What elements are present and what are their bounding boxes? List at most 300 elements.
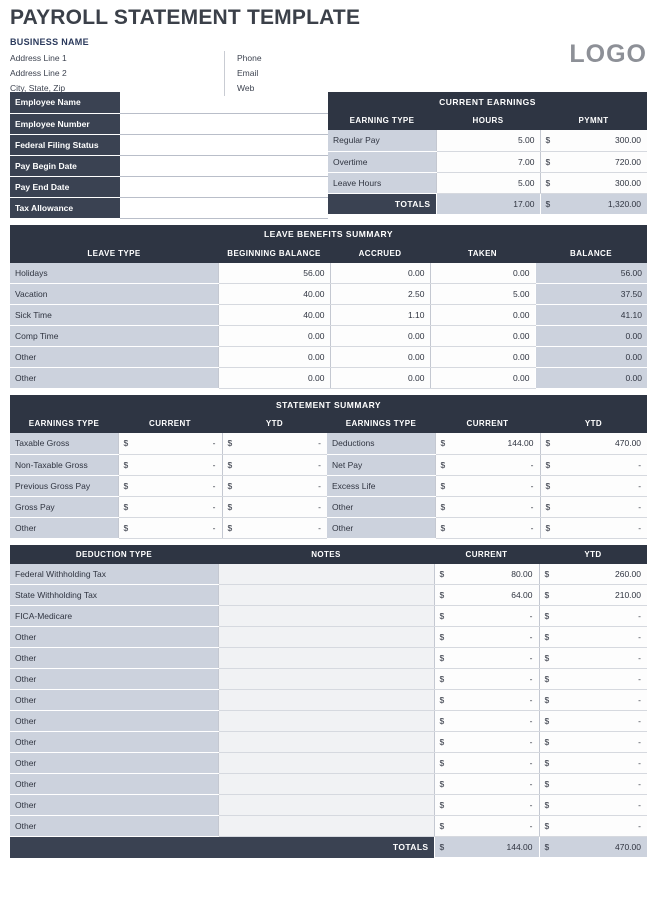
amount-value: 1,320.00 xyxy=(607,198,641,209)
amount-value: - xyxy=(638,632,641,642)
statement-summary-section xyxy=(10,395,647,539)
amount-value: - xyxy=(638,459,642,470)
currency-symbol: $ xyxy=(439,758,445,768)
col-current-left: CURRENT xyxy=(118,414,222,433)
statement-summary-body xyxy=(10,433,647,538)
currency-symbol: $ xyxy=(544,590,550,600)
currency-symbol: $ xyxy=(227,522,233,533)
excess-life-current[interactable] xyxy=(435,475,540,496)
amount-value: - xyxy=(529,779,533,789)
col-pymnt: PYMNT xyxy=(540,111,647,130)
excess-life-ytd[interactable] xyxy=(540,475,647,496)
deductions-body xyxy=(10,564,647,837)
deduction-current-amount[interactable] xyxy=(434,690,539,711)
summary-label-other-left: Other xyxy=(10,517,118,538)
deduction-notes-input[interactable] xyxy=(218,816,434,837)
currency-symbol: $ xyxy=(544,737,550,747)
currency-symbol: $ xyxy=(544,716,550,726)
earning-type-regular-pay: Regular Pay xyxy=(328,130,436,151)
address-line-2: Address Line 2 xyxy=(10,68,67,79)
col-taken: TAKEN xyxy=(430,244,535,263)
table-row xyxy=(10,711,647,732)
deduction-ytd-amount[interactable] xyxy=(539,585,647,606)
deduction-ytd-amount[interactable] xyxy=(539,564,647,585)
other-2-taken[interactable]: 0.00 xyxy=(430,368,535,389)
contact-email-label: Email xyxy=(237,68,259,79)
deduction-type-label: FICA-Medicare xyxy=(10,606,218,627)
deduction-current-amount[interactable] xyxy=(434,732,539,753)
currency-symbol: $ xyxy=(544,800,550,810)
employee-info-table xyxy=(10,92,328,219)
gross-pay-ytd[interactable] xyxy=(222,496,327,517)
col-notes: NOTES xyxy=(218,545,434,564)
amount-value: - xyxy=(638,674,641,684)
deduction-ytd-amount[interactable] xyxy=(539,669,647,690)
table-row xyxy=(10,395,647,414)
deduction-current-amount[interactable] xyxy=(434,816,539,837)
col-current-right: CURRENT xyxy=(435,414,540,433)
amount-value: - xyxy=(529,695,533,705)
table-row xyxy=(10,134,328,155)
deduction-current-amount[interactable] xyxy=(434,606,539,627)
table-row xyxy=(328,130,647,151)
sick-time-accrued[interactable]: 1.10 xyxy=(330,305,430,326)
overtime-pymnt[interactable] xyxy=(540,151,647,172)
table-row xyxy=(10,545,647,564)
amount-value: 470.00 xyxy=(615,842,641,852)
non-taxable-gross-ytd[interactable] xyxy=(222,454,327,475)
summary-label-excess-life: Excess Life xyxy=(327,475,435,496)
table-row xyxy=(10,326,647,347)
currency-symbol: $ xyxy=(544,632,550,642)
amount-value: - xyxy=(638,716,641,726)
amount-value: - xyxy=(529,800,533,810)
federal-filing-status-label: Federal Filing Status xyxy=(10,134,120,155)
deduction-current-amount[interactable] xyxy=(434,564,539,585)
leave-hours-hours[interactable]: 5.00 xyxy=(436,172,540,193)
comp-time-taken[interactable]: 0.00 xyxy=(430,326,535,347)
amount-value: 210.00 xyxy=(615,590,641,600)
currency-symbol: $ xyxy=(439,590,445,600)
table-row xyxy=(10,433,647,454)
leave-hours-pymnt[interactable] xyxy=(540,172,647,193)
deduction-type-label: Other xyxy=(10,648,218,669)
amount-value: - xyxy=(638,758,641,768)
vacation-balance: 37.50 xyxy=(535,284,647,305)
tax-allowance-input[interactable] xyxy=(120,197,328,218)
page-title: PAYROLL STATEMENT TEMPLATE xyxy=(10,6,361,29)
vacation-accrued[interactable]: 2.50 xyxy=(330,284,430,305)
amount-value: - xyxy=(318,459,321,470)
amount-value: - xyxy=(212,501,216,512)
address-column xyxy=(10,51,225,96)
deductions-ytd[interactable] xyxy=(540,433,647,454)
current-earnings-table-wrapper xyxy=(328,92,647,219)
table-row xyxy=(10,284,647,305)
currency-symbol: $ xyxy=(440,522,446,533)
currency-symbol: $ xyxy=(439,674,445,684)
sick-time-taken[interactable]: 0.00 xyxy=(430,305,535,326)
deductions-totals-current xyxy=(434,837,539,858)
other-1-balance: 0.00 xyxy=(535,347,647,368)
currency-symbol: $ xyxy=(439,737,445,747)
deduction-notes-input[interactable] xyxy=(218,732,434,753)
deduction-ytd-amount[interactable] xyxy=(539,627,647,648)
employee-name-label: Employee Name xyxy=(10,92,120,113)
currency-symbol: $ xyxy=(123,438,129,448)
amount-value: 260.00 xyxy=(615,568,641,579)
holidays-balance: 56.00 xyxy=(535,263,647,284)
currency-symbol: $ xyxy=(439,568,445,579)
currency-symbol: $ xyxy=(439,800,445,810)
taxable-gross-ytd[interactable] xyxy=(222,433,327,454)
currency-symbol: $ xyxy=(545,156,551,167)
deduction-type-label: Other xyxy=(10,711,218,732)
table-row xyxy=(10,225,647,244)
currency-symbol: $ xyxy=(545,522,551,533)
other-1-beginning[interactable]: 0.00 xyxy=(218,347,330,368)
other-2-balance: 0.00 xyxy=(535,368,647,389)
deductions-totals-label: TOTALS xyxy=(10,837,434,858)
deduction-type-label: Other xyxy=(10,795,218,816)
amount-value: - xyxy=(529,821,533,831)
federal-filing-status-input[interactable] xyxy=(120,134,328,155)
leave-type-vacation: Vacation xyxy=(10,284,218,305)
deduction-ytd-amount[interactable] xyxy=(539,816,647,837)
deduction-notes-input[interactable] xyxy=(218,606,434,627)
table-row xyxy=(10,414,647,433)
currency-symbol: $ xyxy=(439,779,445,789)
amount-value: 300.00 xyxy=(615,135,641,146)
pay-begin-date-input[interactable] xyxy=(120,155,328,176)
amount-value: - xyxy=(318,522,321,533)
other-2-beginning[interactable]: 0.00 xyxy=(218,368,330,389)
deduction-notes-input[interactable] xyxy=(218,711,434,732)
table-row xyxy=(328,172,647,193)
currency-symbol: $ xyxy=(544,674,550,684)
gross-pay-current[interactable] xyxy=(118,496,222,517)
deduction-current-amount[interactable] xyxy=(434,753,539,774)
col-leave-type: LEAVE TYPE xyxy=(10,244,218,263)
amount-value: - xyxy=(638,611,641,621)
contact-column xyxy=(225,51,262,96)
currency-symbol: $ xyxy=(123,522,129,533)
deduction-type-label: Other xyxy=(10,669,218,690)
table-row xyxy=(10,606,647,627)
amount-value: - xyxy=(318,480,321,491)
amount-value: - xyxy=(529,716,533,726)
employee-info-table-wrapper xyxy=(10,92,328,219)
currency-symbol: $ xyxy=(544,611,550,621)
other-left-current[interactable] xyxy=(118,517,222,538)
summary-label-non-taxable-gross: Non-Taxable Gross xyxy=(10,454,118,475)
amount-value: 300.00 xyxy=(615,177,641,188)
amount-value: - xyxy=(530,522,534,533)
table-row xyxy=(10,244,647,263)
deduction-notes-input[interactable] xyxy=(218,585,434,606)
table-row-totals xyxy=(10,837,647,858)
table-row xyxy=(10,454,647,475)
currency-symbol: $ xyxy=(123,501,129,512)
amount-value: 470.00 xyxy=(615,438,642,449)
currency-symbol: $ xyxy=(440,480,446,491)
amount-value: - xyxy=(529,737,533,747)
amount-value: - xyxy=(638,695,641,705)
table-row xyxy=(10,564,647,585)
amount-value: - xyxy=(212,438,216,449)
leave-type-sick-time: Sick Time xyxy=(10,305,218,326)
amount-value: 144.00 xyxy=(506,842,533,852)
deduction-ytd-amount[interactable] xyxy=(539,606,647,627)
previous-gross-pay-ytd[interactable] xyxy=(222,475,327,496)
summary-label-taxable-gross: Taxable Gross xyxy=(10,433,118,454)
employee-number-label: Employee Number xyxy=(10,113,120,134)
amount-value: 144.00 xyxy=(507,438,534,449)
currency-symbol: $ xyxy=(440,438,446,448)
vacation-taken[interactable]: 5.00 xyxy=(430,284,535,305)
deduction-notes-input[interactable] xyxy=(218,753,434,774)
deduction-current-amount[interactable] xyxy=(434,627,539,648)
col-accrued: ACCRUED xyxy=(330,244,430,263)
col-earning-type: EARNING TYPE xyxy=(328,111,436,130)
amount-value: - xyxy=(638,779,641,789)
table-row xyxy=(10,197,328,218)
table-row xyxy=(10,155,328,176)
currency-symbol: $ xyxy=(439,842,445,852)
summary-label-previous-gross-pay: Previous Gross Pay xyxy=(10,475,118,496)
table-row xyxy=(10,627,647,648)
earnings-totals-pymnt xyxy=(540,193,647,214)
col-deduction-current: CURRENT xyxy=(434,545,539,564)
other-left-ytd[interactable] xyxy=(222,517,327,538)
table-row xyxy=(10,690,647,711)
table-row xyxy=(10,753,647,774)
deduction-notes-input[interactable] xyxy=(218,690,434,711)
amount-value: - xyxy=(530,501,534,512)
deduction-type-label: Other xyxy=(10,774,218,795)
col-deduction-ytd: YTD xyxy=(539,545,647,564)
leave-benefits-table xyxy=(10,225,647,390)
deduction-ytd-amount[interactable] xyxy=(539,690,647,711)
earning-type-leave-hours: Leave Hours xyxy=(328,172,436,193)
table-row-totals xyxy=(328,193,647,214)
other-1-taken[interactable]: 0.00 xyxy=(430,347,535,368)
table-row xyxy=(10,648,647,669)
top-section xyxy=(10,92,647,219)
holidays-taken[interactable]: 0.00 xyxy=(430,263,535,284)
deduction-notes-input[interactable] xyxy=(218,564,434,585)
currency-symbol: $ xyxy=(545,480,551,491)
deduction-current-amount[interactable] xyxy=(434,585,539,606)
col-balance: BALANCE xyxy=(535,244,647,263)
earning-type-overtime: Overtime xyxy=(328,151,436,172)
amount-value: - xyxy=(530,480,534,491)
amount-value: - xyxy=(530,459,534,470)
deduction-current-amount[interactable] xyxy=(434,795,539,816)
deductions-section xyxy=(10,545,647,859)
deduction-ytd-amount[interactable] xyxy=(539,753,647,774)
net-pay-current[interactable] xyxy=(435,454,540,475)
leave-type-comp-time: Comp Time xyxy=(10,326,218,347)
sick-time-beginning[interactable]: 40.00 xyxy=(218,305,330,326)
leave-type-holidays: Holidays xyxy=(10,263,218,284)
vacation-beginning[interactable]: 40.00 xyxy=(218,284,330,305)
amount-value: - xyxy=(638,480,642,491)
tax-allowance-label: Tax Allowance xyxy=(10,197,120,218)
earnings-totals-label: TOTALS xyxy=(328,193,436,214)
currency-symbol: $ xyxy=(544,758,550,768)
deduction-notes-input[interactable] xyxy=(218,795,434,816)
col-earnings-type-left: EARNINGS TYPE xyxy=(10,414,118,433)
deduction-current-amount[interactable] xyxy=(434,711,539,732)
deduction-current-amount[interactable] xyxy=(434,669,539,690)
address-line-1: Address Line 1 xyxy=(10,53,67,64)
amount-value: 80.00 xyxy=(511,568,533,579)
table-row xyxy=(10,816,647,837)
address-line-3: City, State, Zip xyxy=(10,83,66,94)
pay-begin-date-label: Pay Begin Date xyxy=(10,155,120,176)
holidays-accrued[interactable]: 0.00 xyxy=(330,263,430,284)
currency-symbol: $ xyxy=(440,501,446,512)
other-right-1-current[interactable] xyxy=(435,496,540,517)
regular-pay-pymnt[interactable] xyxy=(540,130,647,151)
currency-symbol: $ xyxy=(545,135,551,145)
statement-summary-table xyxy=(10,395,647,539)
currency-symbol: $ xyxy=(227,438,233,448)
amount-value: 720.00 xyxy=(615,156,641,167)
deduction-type-label: Other xyxy=(10,816,218,837)
document-header xyxy=(10,0,647,92)
comp-time-accrued[interactable]: 0.00 xyxy=(330,326,430,347)
deduction-ytd-amount[interactable] xyxy=(539,795,647,816)
summary-label-gross-pay: Gross Pay xyxy=(10,496,118,517)
amount-value: - xyxy=(638,800,641,810)
table-row xyxy=(10,732,647,753)
comp-time-beginning[interactable]: 0.00 xyxy=(218,326,330,347)
col-deduction-type: DEDUCTION TYPE xyxy=(10,545,218,564)
amount-value: - xyxy=(212,522,216,533)
currency-symbol: $ xyxy=(439,695,445,705)
pay-end-date-input[interactable] xyxy=(120,176,328,197)
deduction-type-label: Other xyxy=(10,732,218,753)
deduction-notes-input[interactable] xyxy=(218,627,434,648)
currency-symbol: $ xyxy=(545,198,551,209)
taxable-gross-current[interactable] xyxy=(118,433,222,454)
currency-symbol: $ xyxy=(227,480,233,491)
amount-value: - xyxy=(529,611,533,621)
currency-symbol: $ xyxy=(544,821,550,831)
deductions-table xyxy=(10,545,647,859)
currency-symbol: $ xyxy=(439,821,445,831)
deduction-type-label: State Withholding Tax xyxy=(10,585,218,606)
currency-symbol: $ xyxy=(439,632,445,642)
amount-value: - xyxy=(638,522,642,533)
table-row xyxy=(10,585,647,606)
amount-value: - xyxy=(318,438,321,449)
table-row xyxy=(10,347,647,368)
deduction-current-amount[interactable] xyxy=(434,774,539,795)
table-row xyxy=(10,368,647,389)
employee-number-input[interactable] xyxy=(120,113,328,134)
col-ytd-left: YTD xyxy=(222,414,327,433)
amount-value: - xyxy=(638,821,641,831)
table-row xyxy=(10,263,647,284)
amount-value: - xyxy=(529,632,533,642)
deduction-type-label: Other xyxy=(10,690,218,711)
other-right-2-current[interactable] xyxy=(435,517,540,538)
deduction-notes-input[interactable] xyxy=(218,648,434,669)
deduction-type-label: Federal Withholding Tax xyxy=(10,564,218,585)
currency-symbol: $ xyxy=(545,177,551,188)
regular-pay-hours[interactable]: 5.00 xyxy=(436,130,540,151)
other-1-accrued[interactable]: 0.00 xyxy=(330,347,430,368)
deductions-totals-ytd xyxy=(539,837,647,858)
currency-symbol: $ xyxy=(227,459,233,470)
amount-value: - xyxy=(529,674,533,684)
currency-symbol: $ xyxy=(439,611,445,621)
deduction-notes-input[interactable] xyxy=(218,774,434,795)
deduction-ytd-amount[interactable] xyxy=(539,774,647,795)
deduction-ytd-amount[interactable] xyxy=(539,711,647,732)
table-row xyxy=(10,176,328,197)
table-row xyxy=(10,517,647,538)
col-ytd-right: YTD xyxy=(540,414,647,433)
leave-type-other-2: Other xyxy=(10,368,218,389)
statement-summary-title: STATEMENT SUMMARY xyxy=(10,395,647,414)
amount-value: - xyxy=(638,653,641,663)
net-pay-ytd[interactable] xyxy=(540,454,647,475)
leave-benefits-title: LEAVE BENEFITS SUMMARY xyxy=(10,225,647,244)
currency-symbol: $ xyxy=(439,716,445,726)
amount-value: 64.00 xyxy=(511,590,533,600)
table-row xyxy=(10,774,647,795)
deduction-current-amount[interactable] xyxy=(434,648,539,669)
table-row xyxy=(328,111,647,130)
summary-label-other-right-2: Other xyxy=(327,517,435,538)
amount-value: - xyxy=(212,459,216,470)
table-row xyxy=(10,669,647,690)
deduction-ytd-amount[interactable] xyxy=(539,648,647,669)
leave-type-other-1: Other xyxy=(10,347,218,368)
table-row xyxy=(10,113,328,134)
other-right-1-ytd[interactable] xyxy=(540,496,647,517)
amount-value: - xyxy=(529,758,533,768)
deduction-notes-input[interactable] xyxy=(218,669,434,690)
other-2-accrued[interactable]: 0.00 xyxy=(330,368,430,389)
summary-label-other-right-1: Other xyxy=(327,496,435,517)
deductions-current[interactable] xyxy=(435,433,540,454)
currency-symbol: $ xyxy=(545,459,551,470)
col-earnings-type-right: EARNINGS TYPE xyxy=(327,414,435,433)
overtime-hours[interactable]: 7.00 xyxy=(436,151,540,172)
previous-gross-pay-current[interactable] xyxy=(118,475,222,496)
currency-symbol: $ xyxy=(123,480,129,491)
other-right-2-ytd[interactable] xyxy=(540,517,647,538)
deduction-ytd-amount[interactable] xyxy=(539,732,647,753)
holidays-beginning[interactable]: 56.00 xyxy=(218,263,330,284)
amount-value: - xyxy=(212,480,216,491)
currency-symbol: $ xyxy=(544,842,550,852)
currency-symbol: $ xyxy=(440,459,446,470)
currency-symbol: $ xyxy=(544,568,550,579)
currency-symbol: $ xyxy=(545,501,551,512)
business-contact-block xyxy=(10,51,647,96)
amount-value: - xyxy=(638,737,641,747)
amount-value: - xyxy=(638,501,642,512)
earnings-totals-hours: 17.00 xyxy=(436,193,540,214)
contact-phone-label: Phone xyxy=(237,53,262,64)
non-taxable-gross-current[interactable] xyxy=(118,454,222,475)
